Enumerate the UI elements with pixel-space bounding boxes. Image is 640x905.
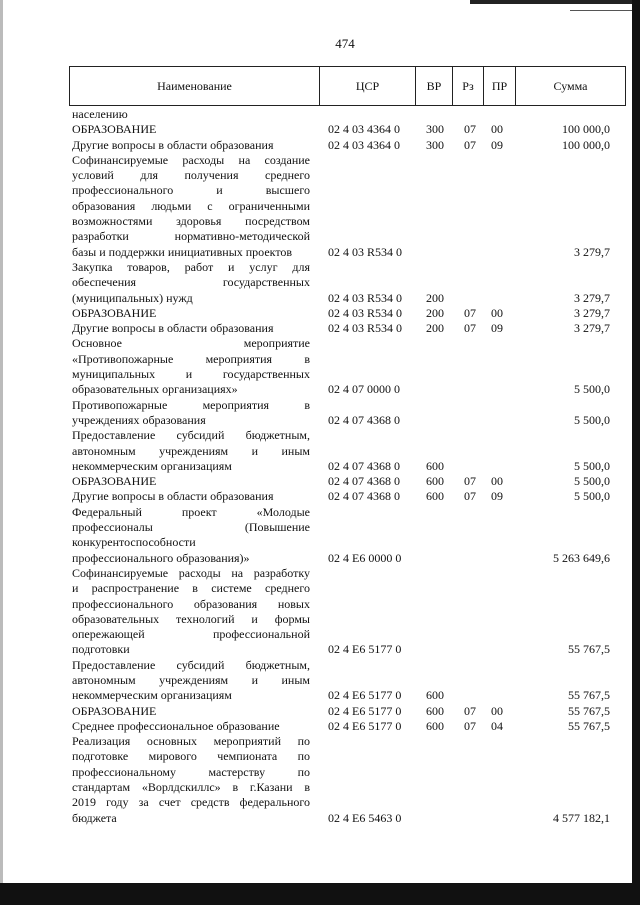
row-cells bbox=[72, 306, 612, 321]
row-rz: 07 bbox=[464, 703, 476, 718]
table-row bbox=[72, 398, 612, 429]
row-name-line: профессионального образования новых bbox=[72, 596, 310, 611]
row-pr: 09 bbox=[491, 489, 503, 504]
row-sum: 5 500,0 bbox=[574, 489, 610, 504]
table-row bbox=[72, 704, 612, 719]
row-sum: 55 767,5 bbox=[568, 718, 610, 733]
row-pr: 09 bbox=[491, 137, 503, 152]
row-sum: 5 500,0 bbox=[574, 412, 610, 427]
row-name-line: Федеральный проект «Молодые bbox=[72, 504, 310, 519]
row-name-line: образовательных технологий и формы bbox=[72, 611, 310, 626]
right-scan-border bbox=[632, 0, 640, 905]
row-cells bbox=[72, 719, 612, 734]
row-name-line: Противопожарные мероприятия в bbox=[72, 397, 310, 412]
row-csr: 02 4 03 4364 0 bbox=[328, 122, 400, 137]
row-name-line: базы и поддержки инициативных проектов bbox=[72, 244, 293, 259]
row-vr: 600 bbox=[426, 718, 444, 733]
row-csr: 02 4 03 R534 0 bbox=[328, 321, 403, 336]
table-row bbox=[72, 138, 612, 153]
table-header bbox=[69, 66, 626, 106]
table-row bbox=[72, 336, 612, 397]
header-name: Наименование bbox=[70, 67, 320, 105]
row-name-line: стандартам «Ворлдскиллс» в г.Казани в bbox=[72, 780, 310, 795]
row-csr: 02 4 07 4368 0 bbox=[328, 412, 400, 427]
row-name-line: обеспечения государственных bbox=[72, 275, 310, 290]
table-row bbox=[72, 658, 612, 704]
row-csr: 02 4 E6 5177 0 bbox=[328, 642, 402, 657]
row-name-line: автономным учреждениям и иным bbox=[72, 443, 310, 458]
row-sum: 3 279,7 bbox=[574, 290, 610, 305]
row-name-line: условий для получения среднего bbox=[72, 168, 310, 183]
row-sum: 55 767,5 bbox=[568, 642, 610, 657]
table-row bbox=[72, 719, 612, 734]
row-vr: 600 bbox=[426, 489, 444, 504]
row-vr: 600 bbox=[426, 703, 444, 718]
header-csr: ЦСР bbox=[320, 67, 416, 105]
row-rz: 07 bbox=[464, 489, 476, 504]
row-name-line: подготовке мирового чемпионата по bbox=[72, 749, 310, 764]
row-pr: 00 bbox=[491, 474, 503, 489]
table-row bbox=[72, 505, 612, 566]
row-rz: 07 bbox=[464, 718, 476, 733]
row-name-line: Реализация основных мероприятий по bbox=[72, 734, 310, 749]
table-row bbox=[72, 474, 612, 489]
row-name-line: ОБРАЗОВАНИЕ bbox=[72, 122, 157, 137]
row-cells bbox=[72, 382, 612, 397]
page-number: 474 bbox=[335, 36, 355, 51]
row-vr: 200 bbox=[426, 305, 444, 320]
row-cells bbox=[72, 459, 612, 474]
row-cells bbox=[72, 245, 612, 260]
row-vr: 300 bbox=[426, 137, 444, 152]
row-sum: 5 263 649,6 bbox=[553, 550, 610, 565]
row-sum: 100 000,0 bbox=[562, 137, 610, 152]
table-row bbox=[72, 260, 612, 306]
row-pr: 00 bbox=[491, 703, 503, 718]
header-sum: Сумма bbox=[553, 78, 588, 93]
header-rz: Рз bbox=[453, 67, 484, 105]
row-name-line: и распространение в системе среднего bbox=[72, 581, 310, 596]
row-name-line: Закупка товаров, работ и услуг для bbox=[72, 259, 310, 274]
row-name-line: (муниципальных) нужд bbox=[72, 290, 193, 305]
row-csr: 02 4 03 R534 0 bbox=[328, 305, 403, 320]
row-csr: 02 4 E6 5463 0 bbox=[328, 810, 402, 825]
header-vr: ВР bbox=[416, 67, 453, 105]
table-row bbox=[72, 566, 612, 658]
row-cells bbox=[72, 122, 612, 137]
row-cells bbox=[72, 291, 612, 306]
row-rz: 07 bbox=[464, 321, 476, 336]
row-cells bbox=[72, 811, 612, 826]
row-vr: 600 bbox=[426, 474, 444, 489]
row-name-line: Среднее профессиональное образование bbox=[72, 718, 280, 733]
bottom-scan-border bbox=[0, 883, 640, 905]
table-row bbox=[72, 321, 612, 336]
row-name-line: ОБРАЗОВАНИЕ bbox=[72, 703, 157, 718]
row-name-line: 2019 году за счет средств федерального bbox=[72, 795, 310, 810]
row-name-line: некоммерческим организациям bbox=[72, 458, 232, 473]
row-csr: 02 4 03 R534 0 bbox=[328, 290, 403, 305]
row-vr: 200 bbox=[426, 290, 444, 305]
row-rz: 07 bbox=[464, 137, 476, 152]
row-sum: 55 767,5 bbox=[568, 703, 610, 718]
row-sum: 4 577 182,1 bbox=[553, 810, 610, 825]
row-csr: 02 4 E6 0000 0 bbox=[328, 550, 402, 565]
row-sum: 55 767,5 bbox=[568, 688, 610, 703]
row-name-line: опережающей профессиональной bbox=[72, 627, 310, 642]
row-vr: 600 bbox=[426, 688, 444, 703]
row-name-line: Софинансируемые расходы на создание bbox=[72, 152, 310, 167]
row-csr: 02 4 03 4364 0 bbox=[328, 137, 400, 152]
row-name-line: Софинансируемые расходы на разработку bbox=[72, 565, 310, 580]
row-name-line: автономным учреждениям и иным bbox=[72, 672, 310, 687]
row-csr: 02 4 E6 5177 0 bbox=[328, 703, 402, 718]
row-csr: 02 4 E6 5177 0 bbox=[328, 718, 402, 733]
row-rz: 07 bbox=[464, 122, 476, 137]
row-name-line: профессионального и высшего bbox=[72, 183, 310, 198]
table-row bbox=[72, 306, 612, 321]
row-name-line: Другие вопросы в области образования bbox=[72, 321, 274, 336]
row-name-line: профессионалы (Повышение bbox=[72, 520, 310, 535]
row-name-line: конкурентоспособности bbox=[72, 535, 196, 550]
table-row bbox=[72, 734, 612, 826]
row-cells bbox=[72, 688, 612, 703]
row-pr: 00 bbox=[491, 305, 503, 320]
row-pr: 00 bbox=[491, 122, 503, 137]
row-cells bbox=[72, 474, 612, 489]
row-name-line: Другие вопросы в области образования bbox=[72, 489, 274, 504]
row-sum: 3 279,7 bbox=[574, 244, 610, 259]
row-name-line: образовательных организациях» bbox=[72, 382, 238, 397]
table-row bbox=[72, 489, 612, 504]
row-pr: 09 bbox=[491, 321, 503, 336]
header-pr: ПР bbox=[484, 67, 516, 105]
row-name-line: бюджета bbox=[72, 810, 117, 825]
row-rz: 07 bbox=[464, 474, 476, 489]
row-cells bbox=[72, 321, 612, 336]
row-name-line: Предоставление субсидий бюджетным, bbox=[72, 657, 310, 672]
table-row bbox=[72, 122, 612, 137]
row-sum: 3 279,7 bbox=[574, 305, 610, 320]
top-scan-edge-thin bbox=[570, 10, 640, 11]
row-name-line: возможностями здоровья посредством bbox=[72, 214, 310, 229]
row-csr: 02 4 07 4368 0 bbox=[328, 474, 400, 489]
row-sum: 5 500,0 bbox=[574, 458, 610, 473]
row-csr: 02 4 07 4368 0 bbox=[328, 458, 400, 473]
top-scan-edge bbox=[470, 0, 640, 4]
row-name-line: образования людьми с ограниченными bbox=[72, 198, 310, 213]
row-sum: 5 500,0 bbox=[574, 474, 610, 489]
row-name-line: Основное мероприятие bbox=[72, 336, 310, 351]
row-name-line: «Противопожарные мероприятия в bbox=[72, 351, 310, 366]
row-sum: 3 279,7 bbox=[574, 321, 610, 336]
table-row bbox=[72, 428, 612, 474]
row-name-line: муниципальных и государственных bbox=[72, 367, 310, 382]
row-csr: 02 4 07 0000 0 bbox=[328, 382, 400, 397]
table-body bbox=[72, 107, 612, 826]
row-csr: 02 4 07 4368 0 bbox=[328, 489, 400, 504]
row-csr: 02 4 E6 5177 0 bbox=[328, 688, 402, 703]
row-cells bbox=[72, 704, 612, 719]
row-cells bbox=[72, 551, 612, 566]
row-name-line: Предоставление субсидий бюджетным, bbox=[72, 428, 310, 443]
row-cells bbox=[72, 138, 612, 153]
row-vr: 600 bbox=[426, 458, 444, 473]
table-row bbox=[72, 107, 612, 122]
row-csr: 02 4 03 R534 0 bbox=[328, 244, 403, 259]
row-cells bbox=[72, 413, 612, 428]
row-vr: 200 bbox=[426, 321, 444, 336]
row-name-line: профессиональному мастерству по bbox=[72, 764, 310, 779]
row-name-line: ОБРАЗОВАНИЕ bbox=[72, 305, 157, 320]
row-cells bbox=[72, 489, 612, 504]
table-row bbox=[72, 153, 612, 260]
row-pr: 04 bbox=[491, 718, 503, 733]
row-name-line: некоммерческим организациям bbox=[72, 688, 232, 703]
row-name-line: профессионального образования)» bbox=[72, 550, 250, 565]
row-vr: 300 bbox=[426, 122, 444, 137]
row-sum: 5 500,0 bbox=[574, 382, 610, 397]
row-cells bbox=[72, 107, 612, 122]
row-name-line: подготовки bbox=[72, 642, 130, 657]
row-name-line: населению bbox=[72, 107, 128, 121]
row-cells bbox=[72, 642, 612, 657]
left-scan-edge bbox=[0, 0, 3, 905]
row-name-line: ОБРАЗОВАНИЕ bbox=[72, 474, 157, 489]
row-name-line: разработки нормативно-методической bbox=[72, 229, 310, 244]
row-name-line: учреждениях образования bbox=[72, 412, 206, 427]
row-rz: 07 bbox=[464, 305, 476, 320]
row-sum: 100 000,0 bbox=[562, 122, 610, 137]
row-name-line: Другие вопросы в области образования bbox=[72, 137, 274, 152]
